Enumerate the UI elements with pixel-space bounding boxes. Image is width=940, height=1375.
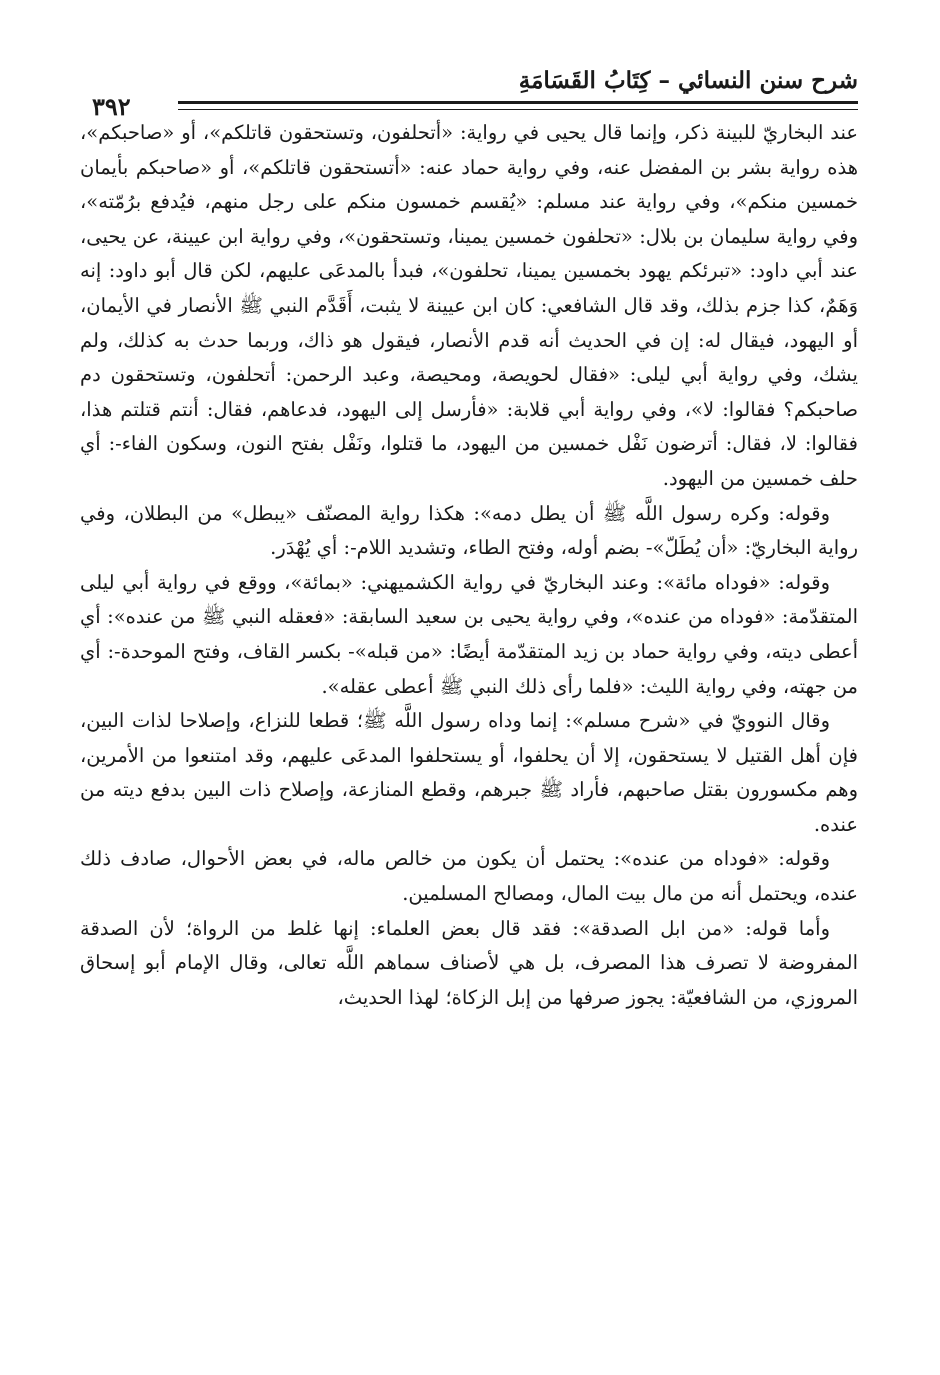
paragraph: عند البخاريّ للبينة ذكر، وإنما قال يحيى في رواية: «أتحلفون، وتستحقون قاتلكم»، أو «صاحبكم»، هذه رواية بشر بن المفضل عنه، وفي رواية حماد عنه: «أتستحقون قاتلكم»، أو «صاحبكم بأيمان خمسين منكم»، وفي رواية عند مسلم: «يُقسم خمسون منكم على رجل منهم، فيُدفع برُمّته»، وفي رواية سليمان بن بلال: «تحلفون خمسين يمينا، وتستحقون»، وفي رواية ابن عيينة، عن يحيى، عند أبي داود: «تبرئكم يهود بخمسين يمينا، تحلفون»، فبدأ بالمدعَى عليهم، لكن قال أبو داود: إنه وَهَمٌ، كذا جزم بذلك، وقد قال الشافعي: كان ابن عيينة لا يثبت، أَقَدَّم النبي ﷺ الأنصار في الأيمان، أو اليهود، فيقال له: إن في الحديث أنه قدم الأنصار، فيقول هو ذاك، وربما حدث به كذلك، ولم يشك، وفي رواية أبي ليلى: «فقال لحويصة، ومحيصة، وعبد الرحمن: أتحلفون، وتستحقون دم صاحبكم؟ فقالوا: لا»، وفي رواية أبي قلابة: «فأرسل إلى اليهود، فدعاهم، فقال: أنتم قتلتم هذا، فقالوا: لا، فقال: أترضون نَفْل خمسين من اليهود، ما قتلوا، ونَفْل بفتح النون، وسكون الفاء-: أي حلف خمسين من اليهود. (80, 121, 858, 490)
body-text (80, 116, 858, 1015)
paragraph: وأما قوله: «من ابل الصدقة»: فقد قال بعض العلماء: إنها غلط من الرواة؛ لأن الصدقة المفروضة لا تصرف هذا المصرف، بل هي لأصناف سماهم اللَّه تعالى، وقال الإمام أبو إسحاق المروزي، من الشافعيّة: يجوز صرفها من إبل الزكاة؛ لهذا الحديث، (80, 916, 858, 1009)
paragraph: وقوله: «فوداه مائة»: وعند البخاريّ في رواية الكشميهني: «بمائة»، ووقع في رواية أبي ليلى المتقدّمة: «فوداه من عنده»، وفي رواية يحيى بن سعيد السابقة: «فعقله النبي ﷺ من عنده»: أي أعطى ديته، وفي رواية حماد بن زيد المتقدّمة أيضًا: «من قبله»- بكسر القاف، وفتح الموحدة-: أي من جهته، وفي رواية الليث: «فلما رأى ذلك النبي ﷺ أعطى عقله». (80, 570, 858, 698)
page-number: ٣٩٢ (92, 92, 131, 121)
paragraph: وقوله: «فوداه من عنده»: يحتمل أن يكون من خالص ماله، في بعض الأحوال، صادف ذلك عنده، ويحتمل أنه من مال بيت المال، ومصالح المسلمين. (80, 847, 858, 906)
header-rule-thin (178, 109, 858, 110)
paragraph: وقوله: وكره رسول اللَّه ﷺ أن يطل دمه»: هكذا رواية المصنّف «يبطل» من البطلان، وفي رواية البخاريّ: «أن يُطَلّ»- بضم أوله، وفتح الطاء، وتشديد اللام-: أي يُهْدَر. (80, 501, 858, 560)
paragraph: وقال النوويّ في «شرح مسلم»: إنما وداه رسول اللَّه ﷺ؛ قطعا للنزاع، وإصلاحا لذات البين، فإن أهل القتيل لا يستحقون، إلا أن يحلفوا، أو يستحلفوا المدعَى عليهم، وقد امتنعوا من الأمرين، وهم مكسورون بقتل صاحبهم، فأراد ﷺ جبرهم، وقطع المنازعة، وإصلاح ذات البين بدفع ديته من عنده. (80, 709, 858, 836)
running-header-title: شرح سنن النسائي – كِتَابُ القَسَامَةِ (518, 67, 858, 94)
header-rule-thick (178, 101, 858, 104)
